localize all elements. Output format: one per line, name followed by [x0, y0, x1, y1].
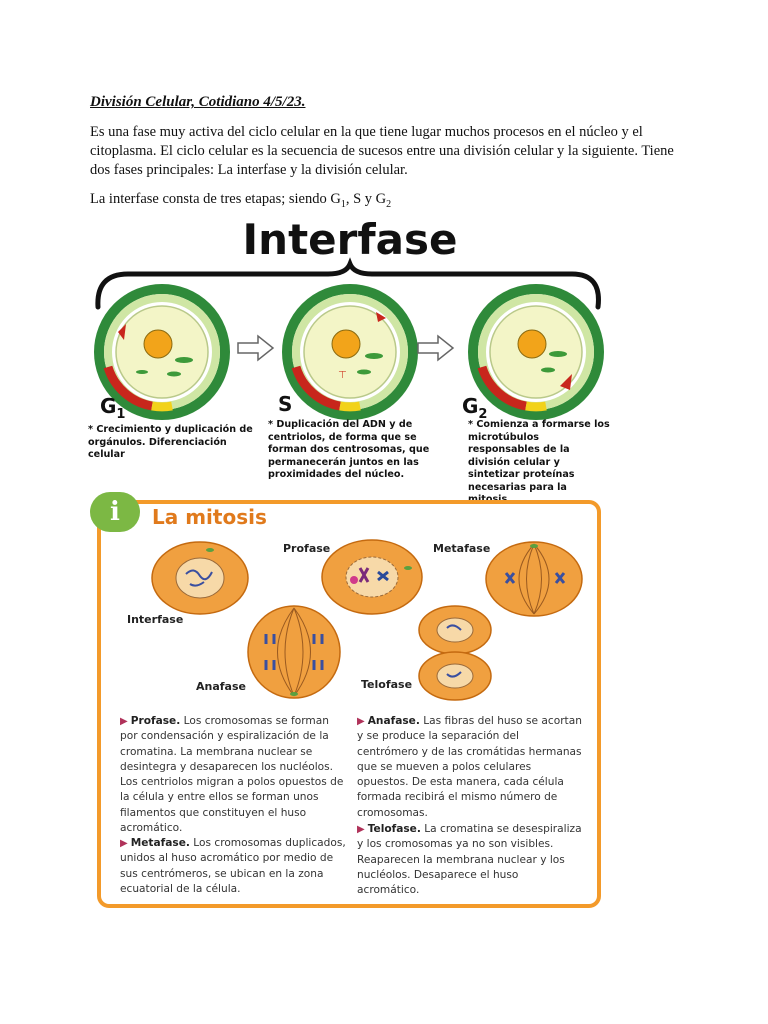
anafase-description: ▶ Anafase. Las fibras del huso se acortan y se produce la separación del centrómero y de las cromátidas hermanas que se mueven a polos celulares opuestos. De esta manera, cada célula formada recibirá el mismo número de cromosomas. [357, 715, 582, 819]
bullet-triangle-icon: ▶ [357, 824, 365, 835]
bullet-triangle-icon: ▶ [120, 838, 128, 849]
mitosis-title: La mitosis [152, 505, 267, 529]
arrow-right-icon [416, 333, 456, 363]
intro-paragraph: Es una fase muy activa del ciclo celular en la que tiene lugar muchos procesos en el núcleo y el citoplasma. El ciclo celular es la secuencia de sucesos entre una división celular y la siguiente. Tiene dos fases principales: La interfase y la división celular. [90, 124, 674, 178]
metafase-cell-illustration [484, 540, 584, 618]
interfase-figure [88, 212, 612, 493]
profase-description: ▶ Profase. Los cromosomas se forman por condensación y espiralización de la cromatina. La membrana nuclear se desintegra y desaparecen los nucléolos. Los centriolos migran a polos opuestos de la célula y entre ellos se forman unos filamentos que constituyen el huso acromático. [120, 715, 344, 835]
telofase-cell-illustration [417, 604, 493, 702]
phase-label-g2: $G_2$ [462, 394, 488, 422]
phase-label-s: S [278, 392, 293, 416]
stage-label-telofase: Telofase [361, 678, 413, 691]
info-icon: i [90, 492, 140, 532]
anafase-cell-illustration [246, 604, 342, 700]
telofase-description: ▶ Telofase. La cromatina se desespiraliza y los cromosomas ya no son visibles. Reaparecen la membrana nuclear y los nucléolos. Desaparece el huso acromático. [357, 823, 582, 897]
cell-cycle-diagram-s [280, 282, 420, 422]
metafase-description: ▶ Metafase. Los cromosomas duplicados, unidos al huso acromático por medio de sus centrómeros, se ubican en la zona ecuatorial de la célula. [120, 837, 346, 895]
svg-text:⊤: ⊤ [338, 370, 347, 381]
stage-label-interfase: Interfase [127, 613, 184, 626]
document-title: División Celular, Cotidiano 4/5/23. [90, 94, 306, 110]
phase-description-s: * Duplicación del ADN y de centriolos, de forma que se forman dos centrosomas, que permanecerán juntos en las proximidades del núcleo. [268, 419, 430, 480]
stage-label-metafase: Metafase [433, 542, 491, 555]
stages-paragraph: La interfase consta de tres etapas; siendo $G_1$, S y $G_2$ [90, 191, 392, 210]
phase-label-g1: $G_1$ [100, 394, 126, 422]
bullet-triangle-icon: ▶ [120, 716, 128, 727]
stage-label-anafase: Anafase [196, 680, 246, 693]
bullet-triangle-icon: ▶ [357, 716, 365, 727]
phase-description-g2: * Comienza a formarse los microtúbulos responsables de la división celular y sintetizar proteínas necesarias para la [468, 419, 610, 493]
interfase-cell-illustration [150, 540, 250, 616]
phase-description-g1: * Crecimiento y duplicación de orgánulos. Diferenciación celular [88, 424, 253, 460]
arrow-right-icon [236, 333, 276, 363]
stage-label-profase: Profase [283, 542, 331, 555]
interfase-title: Interfase [242, 215, 458, 264]
